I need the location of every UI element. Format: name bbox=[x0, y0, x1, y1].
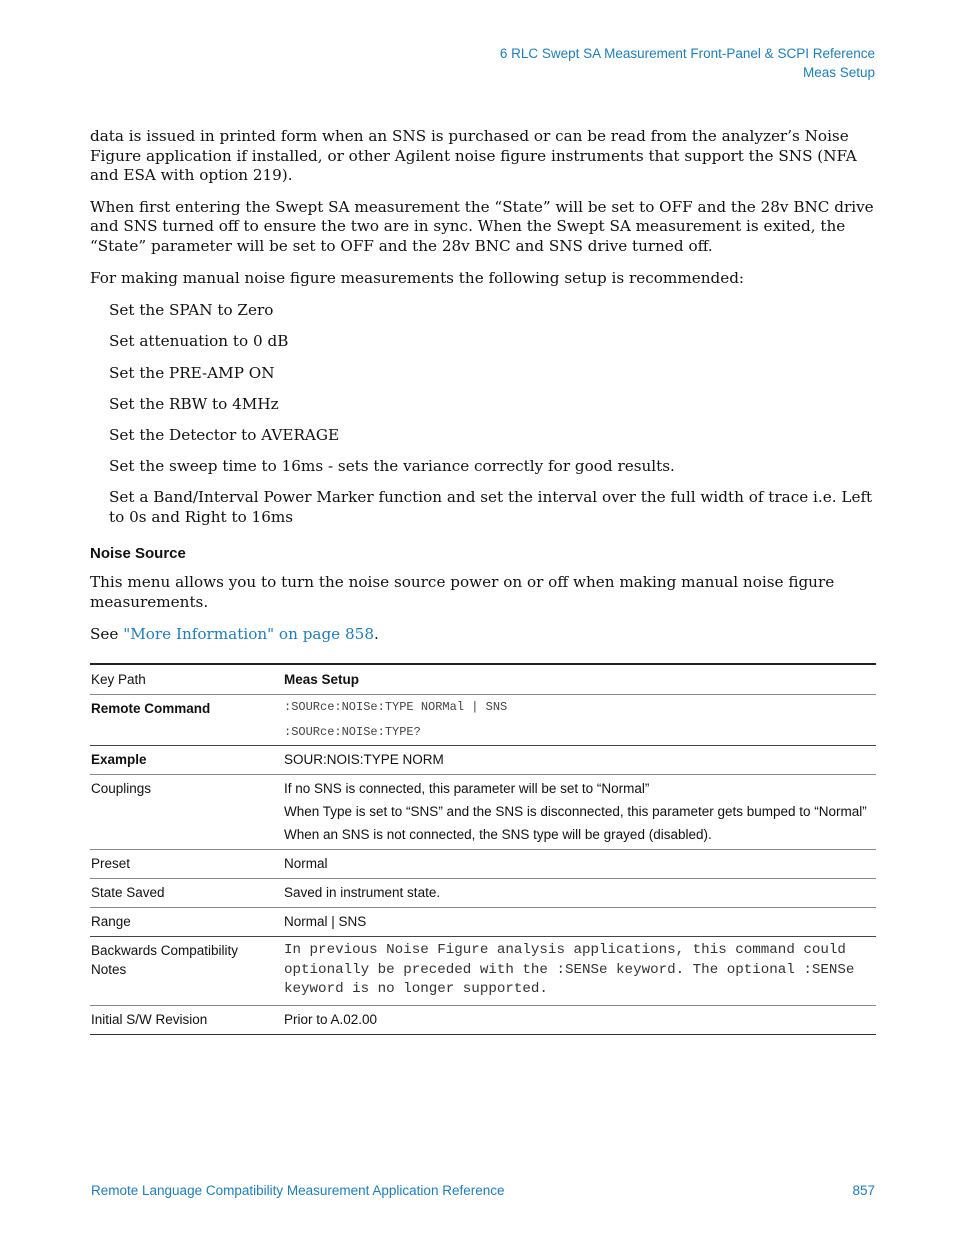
row-value bbox=[284, 664, 876, 695]
setup-step: Set the sweep time to 16ms - sets the variance correctly for good results. bbox=[109, 457, 675, 476]
section-heading: Noise Source bbox=[90, 545, 186, 563]
row-value: Saved in instrument state. bbox=[284, 879, 876, 908]
paragraph-state: When first entering the Swept SA measurement the “State” will be set to OFF and the 28v BNC drive and SNS turned off to ensure the two are in sync. When the Swept SA measurement is exited, the “State” parameter will be set to OFF and the 28v BNC and SNS drive turned off. bbox=[90, 197, 874, 255]
setup-step: Set a Band/Interval Power Marker function and set the interval over the full width of trace i.e. Left to 0s and Right to 16ms bbox=[109, 488, 873, 526]
coupling-line: If no SNS is connected, this parameter will be set to “Normal” bbox=[284, 781, 650, 796]
table-row bbox=[90, 908, 876, 937]
table-row bbox=[90, 775, 876, 850]
table-row bbox=[90, 879, 876, 908]
see-reference bbox=[90, 625, 876, 645]
row-label: Key Path bbox=[90, 664, 284, 695]
row-label: Remote Command bbox=[90, 695, 284, 746]
row-label: Range bbox=[90, 908, 284, 937]
remote-command-query: :SOURce:NOISe:TYPE? bbox=[284, 725, 421, 739]
setup-step: Set the RBW to 4MHz bbox=[109, 394, 279, 413]
remote-command-set: :SOURce:NOISe:TYPE NORMal | SNS bbox=[284, 700, 508, 714]
header-section: Meas Setup bbox=[802, 65, 875, 80]
see-prefix: See bbox=[90, 624, 124, 643]
row-label: Backwards Compatibility Notes bbox=[90, 937, 284, 1006]
table-row bbox=[90, 1005, 876, 1034]
row-label: Initial S/W Revision bbox=[90, 1005, 284, 1034]
paragraph-setup-intro: For making manual noise figure measurements the following setup is recommended: bbox=[90, 268, 745, 287]
paragraph-noise-source: This menu allows you to turn the noise source power on or off when making manual noise figure measurements. bbox=[90, 573, 835, 612]
row-label: Example bbox=[90, 746, 284, 775]
table-row bbox=[90, 937, 876, 1006]
main-content bbox=[90, 127, 876, 656]
backwards-compat-notes: In previous Noise Figure analysis applications, this command could optionally be preceded with the :SENSe keyword. The optional :SENSe keyword is no longer supported. bbox=[284, 942, 855, 997]
setup-step: Set the PRE-AMP ON bbox=[109, 363, 275, 382]
table-row bbox=[90, 695, 876, 746]
row-value: SOUR:NOIS:TYPE NORM bbox=[284, 746, 876, 775]
row-value bbox=[284, 937, 876, 1006]
coupling-line: When Type is set to “SNS” and the SNS is disconnected, this parameter gets bumped to “Normal” bbox=[284, 804, 867, 819]
running-header bbox=[500, 44, 875, 82]
table-row bbox=[90, 746, 876, 775]
row-value: Prior to A.02.00 bbox=[284, 1005, 876, 1034]
see-suffix: . bbox=[374, 624, 379, 643]
coupling-line: When an SNS is not connected, the SNS type will be grayed (disabled). bbox=[284, 827, 712, 842]
row-value bbox=[284, 775, 876, 850]
key-path-value: Meas Setup bbox=[284, 672, 360, 687]
page-number: 857 bbox=[852, 1183, 875, 1198]
row-value: Normal bbox=[284, 850, 876, 879]
row-value bbox=[284, 695, 876, 746]
row-label: Preset bbox=[90, 850, 284, 879]
row-label: Couplings bbox=[90, 775, 284, 850]
setup-step: Set attenuation to 0 dB bbox=[109, 332, 289, 351]
command-reference-table bbox=[90, 663, 876, 1035]
running-footer bbox=[91, 1183, 875, 1198]
header-chapter: 6 RLC Swept SA Measurement Front-Panel & SCPI Reference bbox=[499, 46, 875, 61]
setup-step: Set the Detector to AVERAGE bbox=[109, 425, 340, 444]
row-value: Normal | SNS bbox=[284, 908, 876, 937]
setup-step: Set the SPAN to Zero bbox=[109, 301, 274, 320]
footer-title: Remote Language Compatibility Measurement Application Reference bbox=[91, 1183, 505, 1198]
row-label: State Saved bbox=[90, 879, 284, 908]
table-row bbox=[90, 664, 876, 695]
paragraph-sns-data: data is issued in printed form when an SNS is purchased or can be read from the analyzer’s Noise Figure application if installed, or other Agilent noise figure instruments that support the SNS (NFA and ESA with option 219). bbox=[90, 127, 857, 185]
more-information-link[interactable]: "More Information" on page 858 bbox=[123, 624, 374, 643]
table-row bbox=[90, 850, 876, 879]
